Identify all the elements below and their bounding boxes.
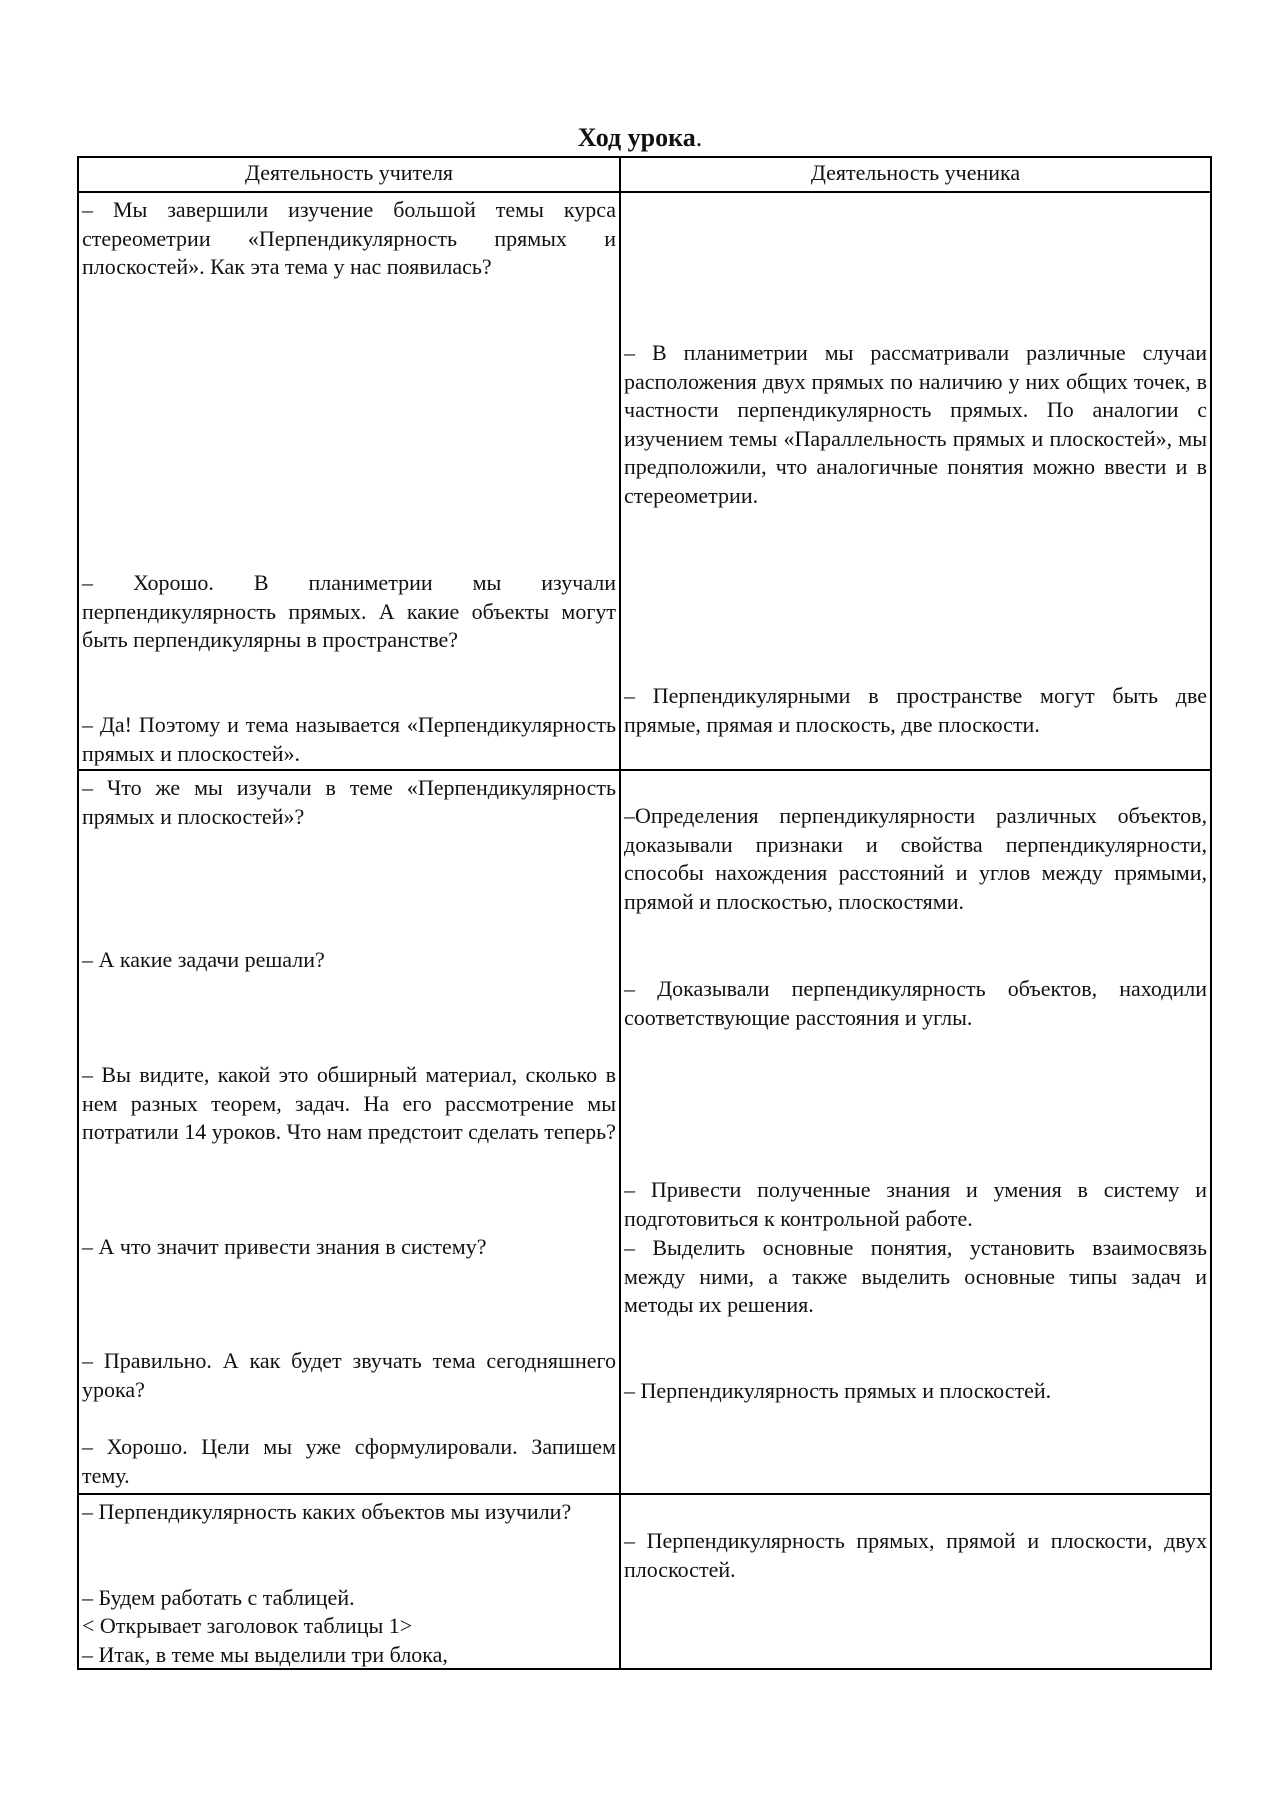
teacher-text: – Будем работать с таблицей. [82,1585,355,1610]
teacher-text: – Что же мы изучали в теме «Перпендикулярность прямых и плоскостей»? [82,775,616,829]
page-title-dot: . [695,123,703,152]
teacher-text: – Да! Поэтому и тема называется «Перпендикулярность прямых и плоскостей». [82,712,616,766]
page-title [0,122,1280,154]
teacher-text: – Перпендикулярность каких объектов мы изучили? [82,1499,572,1524]
header-teacher: Деятельность учителя [78,157,620,192]
student-cell [620,770,1211,1494]
teacher-cell [78,192,620,770]
teacher-text: – Хорошо. В планиметрии мы изучали перпендикулярность прямых. А какие объекты могут быть перпендикулярны в пространстве? [82,570,616,652]
teacher-text: – Мы завершили изучение большой темы курса стереометрии «Перпендикулярность прямых и плоскостей». Как эта тема у нас появилась? [82,197,616,279]
table-row [78,1494,1211,1669]
student-text: – Перпендикулярность прямых, прямой и плоскости, двух плоскостей. [624,1528,1207,1582]
student-text: – Перпендикулярность прямых и плоскостей. [624,1378,1052,1403]
student-text: – Привести полученные знания и умения в систему и подготовиться к контрольной работе. [624,1177,1207,1231]
table-row [78,770,1211,1494]
teacher-text: – Правильно. А как будет звучать тема сегодняшнего урока? [82,1348,616,1402]
student-text: – Перпендикулярными в пространстве могут быть две прямые, прямая и плоскость, две плоскости. [624,683,1207,737]
student-cell [620,1494,1211,1669]
teacher-cell [78,770,620,1494]
teacher-text: – А какие задачи решали? [82,947,325,972]
teacher-text: < Открывает заголовок таблицы 1> [82,1613,413,1638]
lesson-table [77,156,1212,1670]
page-title-text: Ход урока [577,123,696,152]
student-cell [620,192,1211,770]
teacher-text: – А что значит привести знания в систему? [82,1234,487,1259]
student-text: –Определения перпендикулярности различных объектов, доказывали признаки и свойства перпендикулярности, способы нахождения расстояний и углов между прямыми, прямой и плоскостью, плоскостями. [624,803,1207,914]
teacher-text: – Хорошо. Цели мы уже сформулировали. Запишем тему. [82,1434,616,1488]
student-text: – Выделить основные понятия, установить взаимосвязь между ними, а также выделить основные типы задач и методы их решения. [624,1235,1207,1317]
table-row [78,192,1211,770]
teacher-text: – Итак, в теме мы выделили три блока, [82,1642,448,1667]
header-student: Деятельность ученика [620,157,1211,192]
student-text: – Доказывали перпендикулярность объектов, находили соответствующие расстояния и углы. [624,976,1207,1030]
student-text: – В планиметрии мы рассматривали различные случаи расположения двух прямых по наличию у них общих точек, в частности перпендикулярность прямых. По аналогии с изучением темы «Параллельность прямых и плоскостей», мы предположили, что аналогичные понятия можно ввести и в стереометрии. [624,340,1207,508]
table-header-row [78,157,1211,192]
teacher-text: – Вы видите, какой это обширный материал, сколько в нем разных теорем, задач. На его рассмотрение мы потратили 14 уроков. Что нам предстоит сделать теперь? [82,1062,616,1144]
teacher-cell [78,1494,620,1669]
